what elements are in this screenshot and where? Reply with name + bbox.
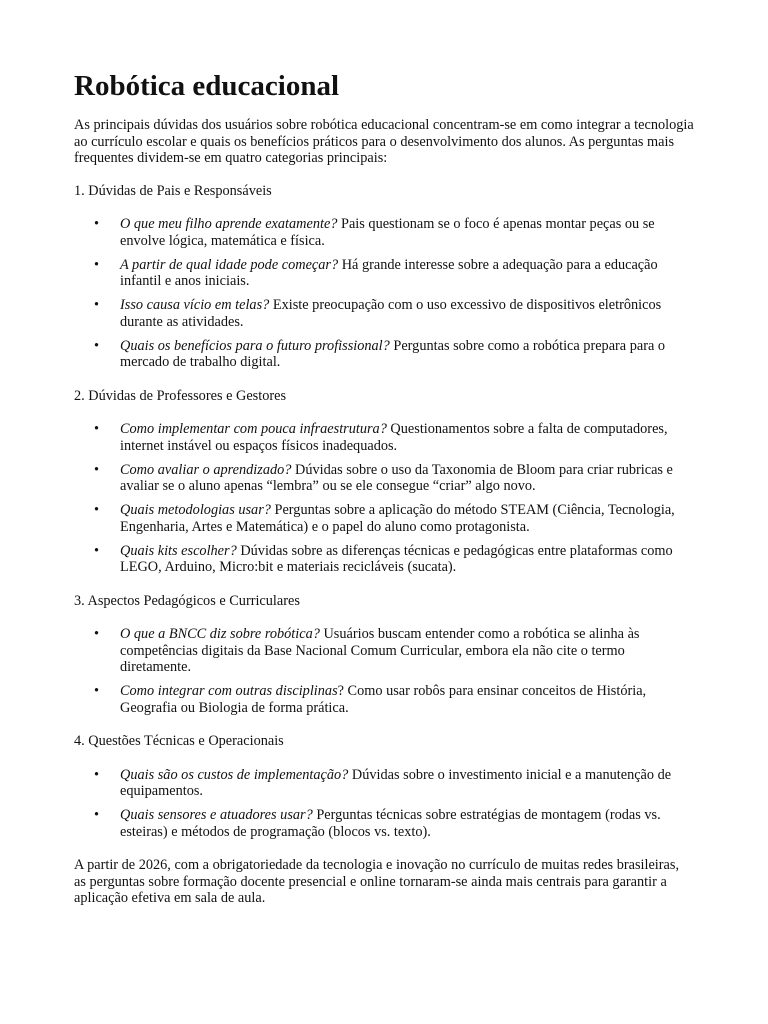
answer-text: Questionamentos sobre a falta de computadores, internet instável ou espaços físicos inadequados. [120,421,668,454]
bullet-icon: • [94,683,100,699]
answer-text: Perguntas sobre a aplicação do método STEAM (Ciência, Tecnologia, Engenharia, Artes e Matemática) e o papel do aluno como protagonista. [120,502,675,535]
answer-text: Usuários buscam entender como a robótica se alinha às competências digitais da Base Nacional Comum Curricular, embora ela não cite o termo diretamente. [120,626,640,675]
list-item [74,543,694,576]
question-text: Quais metodologias usar? [120,502,271,518]
bullet-icon: • [94,461,100,478]
question-text: Como integrar com outras disciplinas [120,683,338,699]
bullet-list [74,216,694,371]
list-item [74,216,694,249]
list-item [74,502,694,535]
list-item [74,683,694,716]
list-item [74,807,694,840]
answer-text: Perguntas técnicas sobre estratégias de montagem (rodas vs. esteiras) e métodos de programação (blocos vs. texto). [120,807,661,840]
answer-text: Existe preocupação com o uso excessivo de dispositivos eletrônicos durante as atividades. [120,297,662,330]
sections-container [74,183,694,841]
question-text: Quais os benefícios para o futuro profissional? [120,337,390,354]
answer-text: Dúvidas sobre o uso da Taxonomia de Bloom para criar rubricas e avaliar se o aluno apenas “lembra” ou se ele consegue “criar” algo novo. [120,461,673,494]
question-text: Isso causa vício em telas? [120,297,270,313]
answer-text: Dúvidas sobre as diferenças técnicas e pedagógicas entre plataformas como LEGO, Arduino, Micro:bit e materiais recicláveis (sucata). [120,542,673,575]
bullet-icon: • [94,807,100,823]
bullet-icon: • [94,216,100,232]
list-item [74,767,694,800]
question-text: O que a BNCC diz sobre robótica? [120,626,320,642]
intro-paragraph: As principais dúvidas dos usuários sobre robótica educacional concentram-se em como integrar a tecnologia ao currículo escolar e quais os benefícios práticos para o desenvolvimento dos alunos. As perguntas mais frequentes dividem-se em quatro categorias principais: [74,117,694,166]
question-text: Como implementar com pouca infraestrutura? [120,421,387,437]
section-heading: 4. Questões Técnicas e Operacionais [74,733,284,749]
question-text: A partir de qual idade pode começar? [120,256,339,273]
answer-text: Há grande interesse sobre a adequação para a educação infantil e anos iniciais. [120,256,658,289]
bullet-icon: • [94,502,100,518]
question-text: Quais são os custos de implementação? [120,766,349,783]
section-heading: 1. Dúvidas de Pais e Responsáveis [74,182,272,199]
bullet-icon: • [94,766,100,783]
closing-paragraph: A partir de 2026, com a obrigatoriedade da tecnologia e inovação no currículo de muitas redes brasileiras, as perguntas sobre formação docente presencial e online tornaram-se ainda mais centrais para garantir a aplicação efetiva em sala de aula. [74,857,680,906]
bullet-list [74,421,694,576]
list-item [74,257,694,290]
answer-text: Dúvidas sobre o investimento inicial e a manutenção de equipamentos. [120,766,672,799]
question-text: O que meu filho aprende exatamente? [120,216,338,232]
section-heading: 3. Aspectos Pedagógicos e Curriculares [74,592,300,609]
answer-text: ? Como usar robôs para ensinar conceitos de História, Geografia ou Biologia de forma prática. [120,683,647,716]
list-item [74,338,694,371]
bullet-list [74,767,694,841]
section-heading: 2. Dúvidas de Professores e Gestores [74,387,287,404]
list-item [74,462,694,495]
question-text: Quais sensores e atuadores usar? [120,807,313,823]
bullet-list [74,626,694,716]
bullet-icon: • [94,421,100,437]
bullet-icon: • [94,626,100,642]
bullet-icon: • [94,337,100,354]
bullet-icon: • [94,297,100,313]
list-item [74,626,694,676]
question-text: Quais kits escolher? [120,542,237,559]
question-text: Como avaliar o aprendizado? [120,461,292,478]
bullet-icon: • [94,542,100,559]
bullet-icon: • [94,256,100,273]
answer-text: Pais questionam se o foco é apenas montar peças ou se envolve lógica, matemática e física. [120,216,655,249]
list-item [74,297,694,330]
page-title: Robótica educacional [74,70,340,102]
answer-text: Perguntas sobre como a robótica prepara para o mercado de trabalho digital. [120,337,666,370]
list-item [74,421,694,454]
